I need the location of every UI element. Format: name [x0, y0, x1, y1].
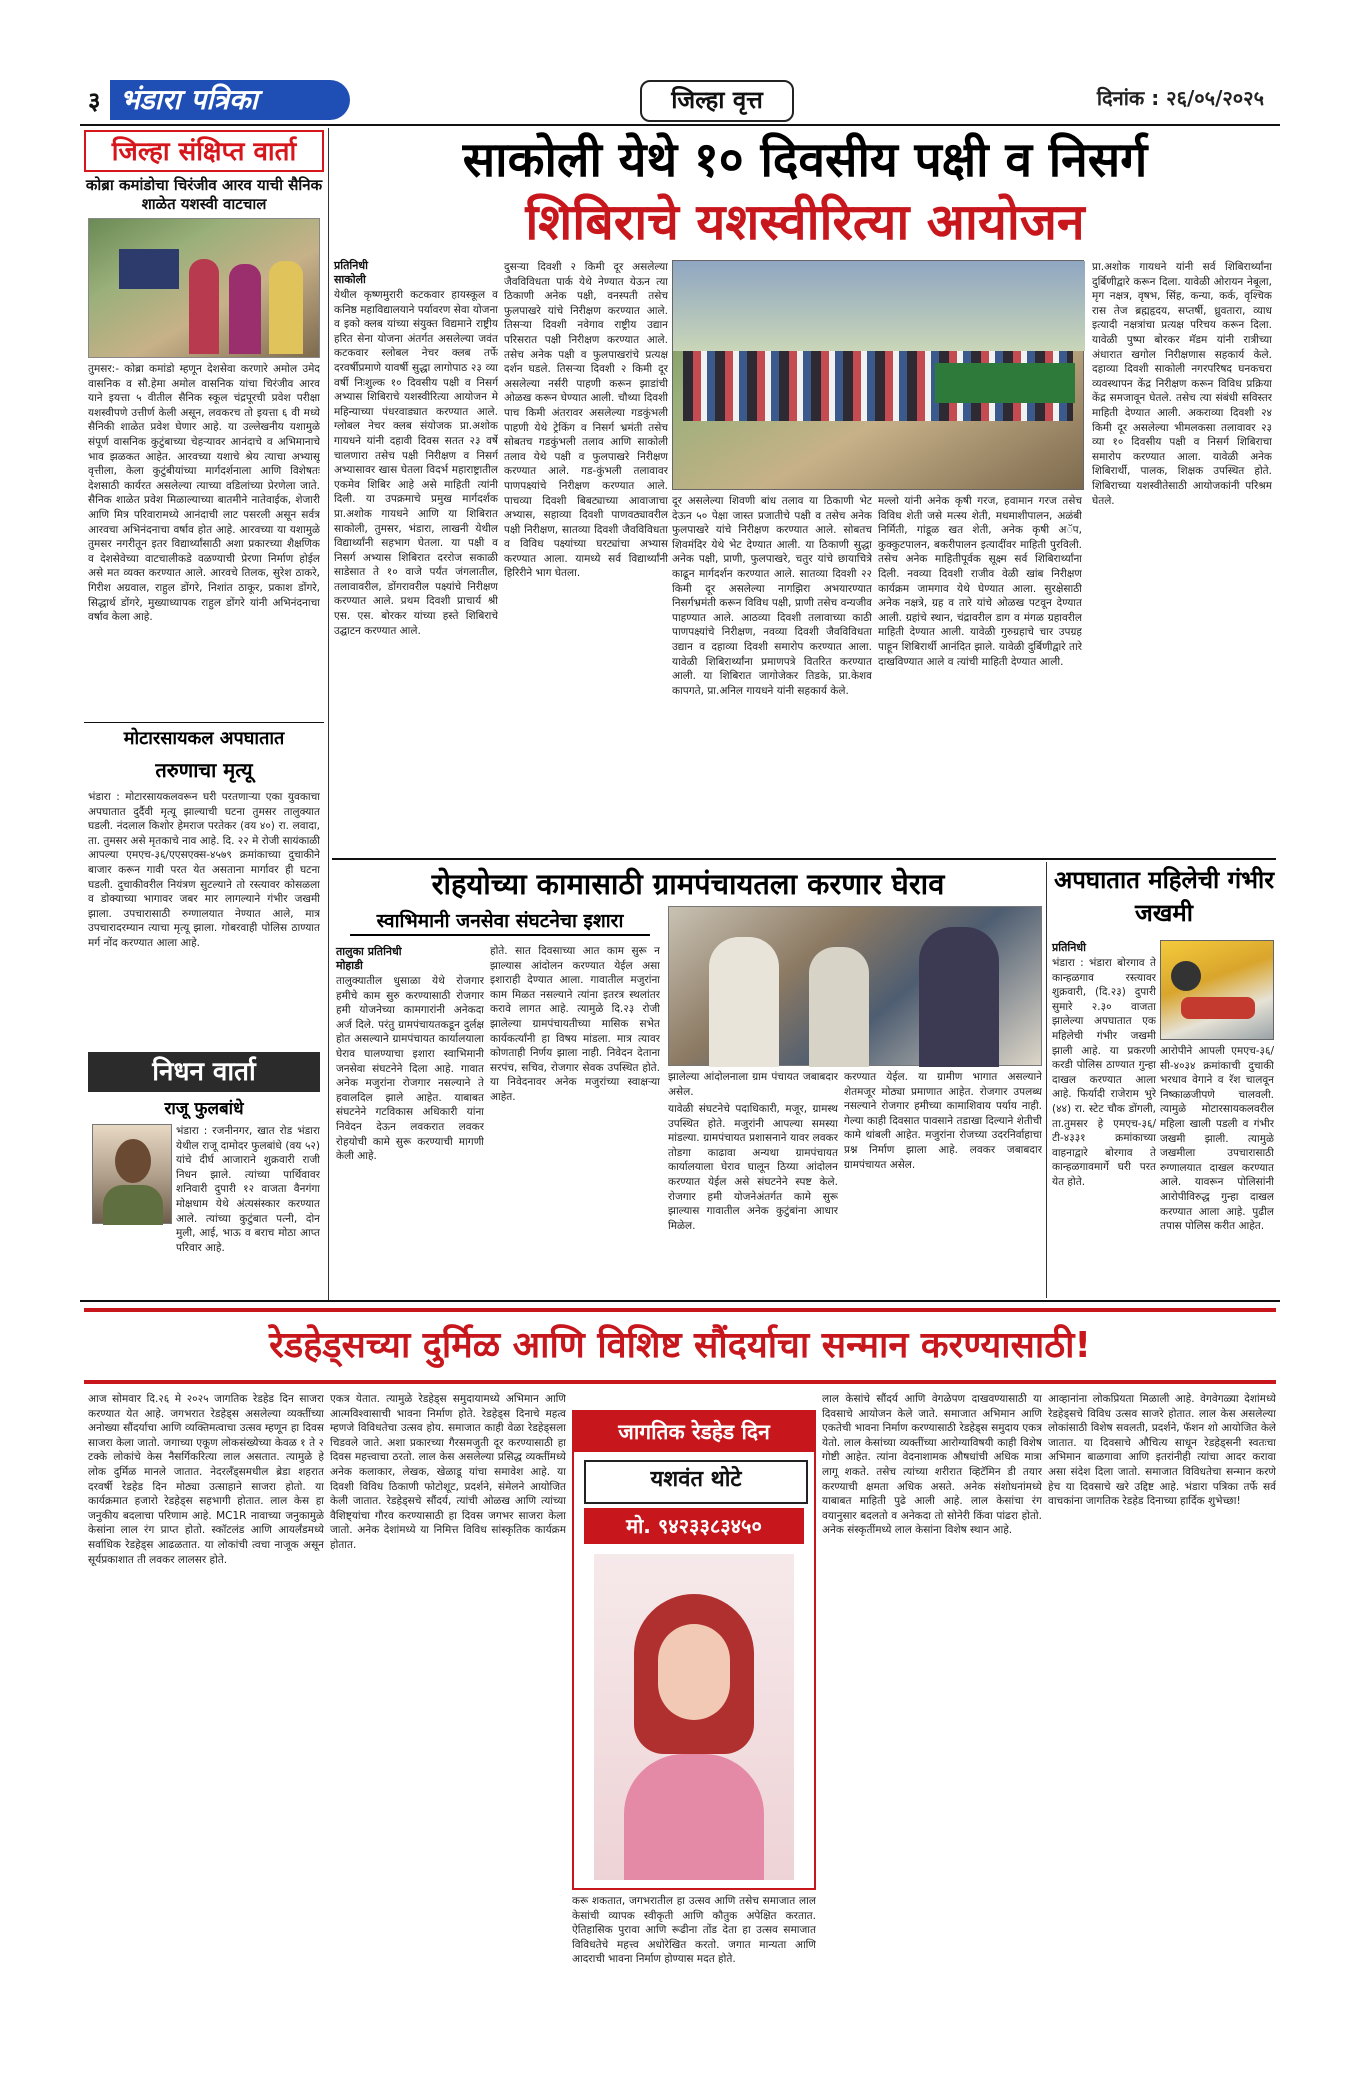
divider: [80, 1300, 1280, 1302]
photo-banner: [935, 363, 1075, 403]
sidebar-title: जिल्हा संक्षिप्त वार्ता: [84, 130, 324, 172]
accident-col1: भंडारा : भंडारा बोरगाव ते कान्हळगाव रस्त्यावर शुक्रवारी, (दि.२३) दुपारी सुमारे २.३० वाजता झालेल्या अपघातात एक महिलेची गंभीर जखमी झाली आहे. या प्रकरणी करडी पोलिस ठाण्यात गुन्हा दाखल करण्यात आला आहे. फिर्यादी राजेराम भुरे (४४) रा. स्टेट चौक डोंगली, ता.तुमसर हे एमएच-३६/टी-४३३१ क्रमांकाच्या वाहनाद्वारे बोरगाव ते कान्हळगावमार्गे घरी परत येत होते.: [1052, 957, 1156, 1188]
photo-shirt: [103, 1185, 163, 1225]
column-separator: [328, 128, 329, 1300]
obituary-title: निधन वार्ता: [88, 1052, 320, 1092]
ad-phone: मो. ९४२३३८३४५०: [584, 1508, 804, 1544]
photo-person: [189, 259, 219, 354]
photo-sky: [673, 261, 1085, 351]
rohyo-col4: करण्यात येईल. या ग्रामीण भागात असल्याने शेतमजूर मोठ्या प्रमाणात आहेत. रोजगार उपलब्ध नसल्याने रोजगार हमीच्या कामाशिवाय पर्याय नाही. गेल्या काही दिवसात पावसाने तडाखा दिल्याने शेतीची कामे थांबली आहेत. मजुरांना रोजच्या उदरनिर्वाहाचा प्रश्न निर्माण झाला आहे. लवकर जबाबदार ग्रामपंचायत असेल.: [844, 1071, 1042, 1171]
sidebar-story1-headline: कोब्रा कमांडोचा चिरंजीव आरव याची सैनिक शाळेत यशस्वी वाटचाल: [85, 176, 323, 213]
lead-col5: प्रा.अशोक गायधने यांनी सर्व शिबिरार्थ्यांना दुर्बिणीद्वारे करून दिला. यावेळी ओरायन नेबूला, मृग नक्षत्र, वृषभ, सिंह, कन्या, कर्क, वृश्चिक रास तेज ब्रह्महृदय, सप्तर्षी, ध्रुवतारा, व्याध इत्यादी नक्षत्रांचा प्रत्यक्ष परिचय करून दिला. यावेळी पुष्पा बोरकर मॅडम यांनी रात्रीच्या अंधारात खगोल निरीक्षणास सहकार्य केले. दहाव्या दिवशी साकोली नगरपरिषद घनकचरा व्यवस्थापन केंद्र निरीक्षण करून विविध प्रक्रिया केंद्र समजावून घेतले. तसेच त्या संबंधी सविस्तर माहिती देण्यात आली. अकराव्या दिवशी २४ किमी दूर असलेल्या भीमलकसा तलावावर २३ व्या १० दिवसीय पक्षी व निसर्ग शिबिराचा समारोप करण्यात आला. यावेळी अनेक शिबिरार्थी, पालक, शिक्षक उपस्थित होते. शिबिराच्या यशस्वीतेसाठी आयोजकांनी परिश्रम घेतले.: [1092, 261, 1272, 507]
rohyo-dateline: मोहाडी: [336, 959, 363, 972]
rohyo-subhead: स्वाभिमानी जनसेवा संघटनेचा इशारा: [350, 906, 650, 936]
redhead-col2: एकत्र येतात. त्यामुळे रेडहेड्स समुदायामध्ये अभिमान आणि आत्मविश्वासाची भावना निर्माण होते. रेडहेड्स दिनाचे महत्व म्हणजे विविधतेचा उत्सव होय. समाजात काही वेळा रेडहेड्सला चिडवले जाते. अशा प्रकारच्या गैरसमजुती दूर करण्यासाठी हा दिवस महत्त्वाचा ठरतो. लाल केस असलेल्या प्रसिद्ध व्यक्तींमध्ये अनेक कलाकार, लेखक, खेळाडू यांचा समावेश आहे. या दिवशी विविध ठिकाणी फोटोशूट, प्रदर्शने, संमेलने आयोजित केली जातात. रेडहेड्सचे सौंदर्य, त्यांची ओळख आणि त्यांच्या वैशिष्ट्यांचा गौरव करण्यासाठी हा दिवस जगभर साजरा केला जातो. अनेक देशांमध्ये या निमित्त विविध सांस्कृतिक कार्यक्रम होतात.: [330, 1393, 566, 1551]
accident-byline: प्रतिनिधी: [1052, 941, 1086, 954]
ad-title: जागतिक रेडहेड दिन: [574, 1412, 814, 1452]
column-separator: [1046, 862, 1047, 1298]
rohyo-col1: तालुक्यातील धुसाळा येथे रोजगार हमीचे काम सुरु करण्यासाठी रोजगार हमी योजनेच्या कामगारांनी अनेकदा अर्ज दिले. परंतु ग्रामपंचायतकडून दुर्लक्ष होत असल्याने ग्रामपंचायत कार्यालयाला घेराव घालण्याचा इशारा स्वाभिमानी जनसेवा संघटनेने दिला आहे. गावात अनेक मजुरांना रोजगार नसल्याने ते हवालदिल झाले आहेत. याबाबत संघटनेने गटविकास अधिकारी यांना निवेदन देऊन लवकरात लवकर रोहयोची कामे सुरू करण्याची मागणी केली आहे.: [336, 975, 484, 1163]
photo-person: [919, 927, 999, 1067]
ad-name: यशवंत थोटे: [584, 1460, 808, 1504]
obituary-name: राजू फुलबांधे: [164, 1099, 244, 1119]
rohyo-col2: होते. सात दिवसाच्या आत काम सुरू न झाल्यास आंदोलन करण्यात येईल असा इशाराही देण्यात आला. गावातील मजुरांना काम मिळत नसल्याने त्यांना इतरत्र स्थलांतर करावे लागत आहे. त्यामुळे दि.२३ रोजी झालेल्या ग्रामपंचायतीच्या मासिक सभेत कार्यकर्त्यांनी हा विषय मांडला. मात्र त्यावर कोणताही निर्णय झाला नाही. निवेदन देताना सरपंच, सचिव, रोजगार सेवक उपस्थित होते. या निवेदनावर अनेक मजुरांच्या स्वाक्षऱ्या आहेत.: [490, 945, 660, 1103]
lead-headline-1: साकोली येथे १० दिवसीय पक्षी व निसर्ग: [462, 132, 1148, 188]
rohyo-photo: [668, 906, 1042, 1066]
photo-screen: [119, 249, 179, 289]
header-rule: [80, 124, 1280, 126]
redhead-ad: [572, 1410, 816, 1890]
redhead-banner: [84, 1308, 1276, 1384]
redhead-col1: आज सोमवार दि.२६ मे २०२५ जागतिक रेडहेड दिन साजरा करण्यात येत आहे. जगभरात रेडहेड्स असलेल्या व्यक्तींच्या अनोख्या सौंदर्याचा आणि व्यक्तिमत्वाचा उत्सव म्हणून हा दिवस साजरा केला जातो. जगाच्या एकूण लोकसंख्येच्या केवळ १ ते २ टक्के लोकांचे केस नैसर्गिकरित्या लाल असतात. त्यामुळे हे लोक दुर्मिळ मानले जातात. नेदरलँड्समधील ब्रेडा शहरात दरवर्षी रेडहेड दिन मोठ्या उत्साहाने साजरा होतो. या कार्यक्रमात हजारो रेडहेड्स सहभागी होतात. लाल केस हा जनुकीय बदलाचा परिणाम आहे. MC1R नावाच्या जनुकामुळे केसांना लाल रंग प्राप्त होतो. स्कॉटलंड आणि आयर्लंडमध्ये सर्वाधिक रेडहेड्स आढळतात. या लोकांची त्वचा नाजूक असून सूर्यप्रकाशात ती लवकर लालसर होते.: [88, 1393, 324, 1566]
divider: [332, 858, 1276, 860]
photo-person: [269, 261, 303, 354]
lead-col1: येथील कृष्णमुरारी कटकवार हायस्कूल व कनिष्ठ महाविद्यालयाने पर्यावरण सेवा योजना व इको क्लब यांच्या संयुक्त विद्यमाने राष्ट्रीय हरित सेना योजना अंतर्गत असलेल्या जवंत कटकवार स्लोबल नेचर क्लब तर्फे दरवर्षीप्रमाणे यावर्षी सुद्धा लागोपाठ २३ व्या वर्षी निःशुल्क १० दिवसीय पक्षी व निसर्ग अभ्यास शिबिराचे यशस्वीरित्या आयोजन मे महिन्याच्या पंधरवाड्यात करण्यात आले. ग्लोबल नेचर क्लब संयोजक प्रा.अशोक गायधने यांनी दहावी दिवस सतत २३ वर्षे चालणारा तसेच पक्षी निरीक्षण व निसर्ग अभ्यासावर खास घेतला विदर्भ महाराष्ट्रातील एकमेव शिबिर आहे असे माहिती त्यांनी दिली. या उपक्रमाचे प्रमुख मार्गदर्शक प्रा.अशोक गायधने आणि या शिबिरात साकोली, तुमसर, भंडारा, लाखनी येथील विद्यार्थ्यांनी सहभाग घेतला. या पक्षी व निसर्ग अभ्यास शिबिरात दररोज सकाळी साडेसात ते १० वाजे पर्यंत जंगलातील, तलावावरील, डोंगरावरील पक्ष्यांचे निरीक्षण करण्यात आले. प्रथम दिवशी प्राचार्य श्री एस. एस. बोरकर यांच्या हस्ते शिबिराचे उद्घाटन करण्यात आले.: [334, 289, 498, 637]
obituary-body: भंडारा : रजनीनगर, खात रोड भंडारा येथील राजू दामोदर फुलबांधे (वय ५२) यांचे दीर्घ आजाराने शुक्रवारी राजी निधन झाले. त्यांच्या पार्थिवावर शनिवारी दुपारी १२ वाजता वैनगंगा मोक्षधाम येथे अंत्यसंस्कार करण्यात आले. त्यांच्या कुटुंबात पत्नी, दोन मुली, आई, भाऊ व बराच मोठा आप्त परिवार आहे.: [176, 1125, 320, 1254]
accident-col2: आरोपीने आपली एमएच-३६/सी-४०३४ क्रमांकाची दुचाकी भरधाव वेगाने व रॅश चालवून निष्काळजीपणे चालवली. त्यामुळे मोटारसायकलवरील महिला खाली पडली व गंभीर जखमी झाली. त्यामुळे जखमीला उपचारासाठी रुग्णालयात दाखल करण्यात आले. यावरून पोलिसांनी आरोपीविरुद्ध गुन्हा दाखल करण्यात आला आहे. पुढील तपास पोलिस करीत आहेत.: [1160, 1045, 1274, 1233]
redhead-col3: करू शकतात, जगभरातील हा उत्सव आणि तसेच समाजात लाल केसांची व्यापक स्वीकृती आणि कौतुक अपेक्षित करतात. ऐतिहासिक पुरावा आणि रूढीना तोंड देता हा उत्सव समाजात विविधतेचे महत्त्व अधोरेखित करतो. जगात मान्यता आणि आदराची भावना निर्माण होण्यास मदत होते.: [572, 1895, 816, 1966]
sidebar-story2-body: भंडारा : मोटारसायकलवरून घरी परतणाऱ्या एका युवकाचा अपघातात दुर्दैवी मृत्यू झाल्याची घटना तुमसर तालुक्यात घडली. नंदलाल किशोर हेमराज परतेकर (वय ४०) रा. लवादा, ता. तुमसर असे मृतकाचे नाव आहे. दि. २२ मे रोजी सायंकाळी आपल्या एमएच-३६/एएसएक्स-४५७९ क्रमांकाच्या दुचाकीने बाजार करून गावी परत येत असताना मार्गावर ही घटना घडली. दुचाकीवरील नियंत्रण सुटल्याने तो रस्त्यावर कोसळला व डोक्याच्या भागावर जबर मार लागल्याने गंभीर जखमी झाला. उपचारासाठी रुग्णालयात नेण्यात आले, मात्र उपचारादरम्यान त्याचा मृत्यू झाला. गोबरवाही पोलिस ठाण्यात मर्ग नोंद करण्यात आला आहे.: [88, 791, 320, 949]
divider: [84, 722, 324, 723]
lead-byline: प्रतिनिधी: [334, 259, 368, 272]
sidebar-story1-body: तुमसर:- कोब्रा कमांडो म्हणून देशसेवा करणारे अमोल उमेद वासनिक व सौ.हेमा अमोल वासनिक यांचा चिरंजीव आरव याने इयत्ता ५ वीतील सैनिक स्कूल चंद्रपूरची प्रवेश परीक्षा यशस्वीपणे उत्तीर्ण केली असून, लवकरच तो इयत्ता ६ वी मध्ये सैनिकी शाळेत प्रवेश घेणार आहे. या उल्लेखनीय यशामुळे संपूर्ण वासनिक कुटुंबाच्या चेहऱ्यावर आनंदाचे व अभिमानाचे भाव झळकत आहेत. आरवच्या यशाचे श्रेय त्याचा अभ्यासू वृत्तीला, केला कुटुंबीयांच्या मार्गदर्शनाला आणि विशेषतः देशसाठी कार्यरत असलेल्या त्याच्या वडिलांच्या प्रेरणेला जाते. सैनिक शाळेत प्रवेश मिळाल्याच्या बातमीने नातेवाईक, शेजारी आणि मित्र परिवारामध्ये आनंदाची लाट पसरली असून सर्वत्र आरवचा अभिनंदनाचा वर्षाव होत आहे. आरवच्या या यशामुळे तुमसर नगरीतून इतर विद्यार्थ्यांसाठी अशा प्रकारच्या शैक्षणिक व देशसेवेच्या वाटचालीकडे वळण्याची प्रेरणा निर्माण होईल असे मत व्यक्त करण्यात आले. आरवचे तिलक, सुरेश ठाकरे, गिरीश अग्रवाल, राहुल डोंगरे, निशांत ठाकूर, प्रकाश डोंगरे, सिद्धार्थ डोंगरे, मुख्याध्यापक राहुल डोंगरे यांनी अभिनंदनाचा वर्षाव केला आहे.: [88, 363, 320, 624]
sidebar-story1-photo: [88, 218, 320, 358]
sidebar-story2-headline: तरुणाचा मृत्यू: [155, 758, 253, 782]
portrait-face: [658, 1624, 730, 1720]
accident-headline: अपघातात महिलेची गंभीर जखमी: [1053, 866, 1275, 927]
rohyo-caption: झालेल्या आंदोलनाला ग्राम पंचायत जबाबदार असेल.: [668, 1071, 838, 1098]
issue-date: दिनांक : २६/०५/२०२५: [1096, 86, 1264, 110]
brand-masthead: भंडारा पत्रिका: [110, 80, 350, 120]
rohyo-col3: यावेळी संघटनेचे पदाधिकारी, मजूर, ग्रामस्थ उपस्थित होते. मजुरांनी आपल्या समस्या मांडल्या. ग्रामपंचायत प्रशासनाने यावर लवकर तोडगा काढावा अन्यथा ग्रामपंचायत कार्यालयाला घेराव घालून ठिय्या आंदोलन करण्यात येईल असे संघटनेने स्पष्ट केले. रोजगार हमी योजनेअंतर्गत कामे सुरू झाल्यास गावातील अनेक कुटुंबांना आधार मिळेल.: [668, 1103, 838, 1232]
accident-illustration: [1160, 940, 1274, 1040]
lead-photo: [672, 260, 1084, 490]
obituary-photo: [92, 1124, 172, 1224]
illustration-wheel: [1171, 961, 1201, 991]
portrait-body: [624, 1754, 764, 1880]
lead-dateline: साकोली: [334, 273, 366, 286]
page-number: ३: [88, 87, 101, 115]
redhead-col4: लाल केसांचे सौंदर्य आणि वेगळेपण दाखवण्यासाठी या दिवसाचे आयोजन केले जाते. समाजात अभिमान आणि एकतेची भावना निर्माण करण्यासाठी रेडहेड्स समुदाय एकत्र येतो. लाल केसांच्या व्यक्तींच्या आरोग्याविषयी काही विशेष गोष्टी आहेत. त्यांना वेदनाशामक औषधांची अधिक मात्रा लागू शकते. तसेच त्यांच्या शरीरात व्हिटॅमिन डी तयार करण्याची क्षमता अधिक असते. अनेक संशोधनांमध्ये याबाबत माहिती पुढे आली आहे. लाल केसांचा रंग वयानुसार बदलतो व अनेकदा तो सोनेरी किंवा पांढरा होतो. अनेक संस्कृतींमध्ये लाल केसांना विशेष स्थान आहे.: [822, 1393, 1042, 1537]
redhead-banner-text: रेडहेड्सच्या दुर्मिळ आणि विशिष्ट सौंदर्याचा सन्मान करण्यासाठी!: [269, 1325, 1091, 1366]
photo-person: [229, 264, 261, 354]
ad-portrait: [594, 1554, 794, 1880]
page-header: [80, 78, 1270, 124]
sidebar-story2-kicker: मोटारसायकल अपघातात: [123, 728, 285, 749]
lead-headline-2: शिबिराचे यशस्वीरित्या आयोजन: [525, 193, 1085, 251]
redhead-col5: आव्हानांना लोकप्रियता मिळाली आहे. वेगवेगळ्या देशांमध्ये रेडहेड्सचे विविध उत्सव साजरे होतात. लाल केस असलेल्या लोकांसाठी विशेष सवलती, प्रदर्शने, फॅशन शो आयोजित केले जातात. या दिवसाचे औचित्य साधून रेडहेड्सनी स्वतःचा अभिमान बाळगावा आणि इतरांनीही त्यांचा आदर करावा असा संदेश दिला जातो. समाजात विविधतेचा सन्मान करणे हेच या दिवसाचे खरे उद्दिष्ट आहे. भंडारा पत्रिका तर्फे सर्व वाचकांना जागतिक रेडहेड दिनाच्या हार्दिक शुभेच्छा!: [1048, 1393, 1276, 1508]
photo-face: [115, 1139, 151, 1183]
photo-person: [809, 947, 869, 1067]
lead-col4: मल्लो यांनी अनेक कृषी गरज, हवामान गरज तसेच विविध शेती जसे मत्स्य शेती, मधमाशीपालन, अळंबी निर्मिती, गांडूळ खत शेती, अनेक कृषी अॅप, कुक्कुटपालन, बकरीपालन इत्यादींवर माहिती पुरविली. तसेच अनेक माहितीपूर्वक सूक्ष्म सर्व शिबिरार्थ्यांना दिली. नवव्या दिवशी राजीव वेळी खांब निरीक्षण कार्यक्रम जामगाव येथे घेण्यात आला. सुरक्षेसाठी अनेक नक्षत्रे, ग्रह व तारे यांचे ओळख पटवून देण्यात आली. ग्रहांचे स्थान, चंद्रावरील डाग व मंगळ ग्रहावरील माहिती देण्यात आली. यावेळी गुरुग्रहाचे चार उपग्रह पाहून शिबिरार्थी आनंदित झाले. यावेळी दुर्बिणीद्वारे तारे दाखविण्यात आले व त्यांची माहिती देण्यात आली.: [878, 495, 1082, 668]
rohyo-byline: तालुका प्रतिनिधी: [336, 945, 402, 958]
rohyo-headline: रोहयोच्या कामासाठी ग्रामपंचायतला करणार घेराव: [431, 867, 945, 901]
lead-col3: दूर असलेल्या शिवणी बांध तलाव या ठिकाणी भेट देऊन ५० पेक्षा जास्त प्रजातीचे पक्षी व तसेच अनेक फुलपाखरे यांचे निरीक्षण करण्यात आले. सोबतच शिवमंदिर येथे भेट देण्यात आली. या ठिकाणी सुद्धा अनेक पक्षी, प्राणी, फुलपाखरे, चतुर यांचे छायाचित्रे काढून मार्गदर्शन करण्यात आले. सातव्या दिवशी २२ किमी दूर असलेल्या नागझिरा अभयारण्यात निसर्गभ्रमंती करून विविध पक्षी, प्राणी तसेच वन्यजीव पाहण्यात आले. आठव्या दिवशी तलावाच्या काठी पाणपक्ष्यांचे निरीक्षण, नवव्या दिवशी जैवविविधता उद्यान व दहाव्या दिवशी समारोप करण्यात आला. यावेळी शिबिरार्थ्यांना प्रमाणपत्रे वितरित करण्यात आली. या शिबिरात जागोजेकर तिडके, प्रा.केशव कापगते, प्रा.अनिल गायधने यांनी सहकार्य केले.: [672, 495, 872, 697]
section-label: जिल्हा वृत्त: [640, 80, 794, 122]
photo-person: [709, 937, 779, 1067]
lead-col2: दुसऱ्या दिवशी २ किमी दूर असलेल्या जैवविविधता पार्क येथे नेण्यात येऊन त्या ठिकाणी अनेक पक्षी, वनस्पती तसेच फुलपाखरे यांचे निरीक्षण करण्यात आले. तिसऱ्या दिवशी नवेगाव राष्ट्रीय उद्यान परिसरात पक्षी निरीक्षण करण्यात आले. तसेच अनेक पक्षी व फुलपाखरांचे प्रत्यक्ष दर्शन घडले. तिसऱ्या दिवशी २ किमी दूर असलेल्या नर्सरी पाहणी करून झाडांची ओळख करून घेण्यात आली. चौथ्या दिवशी पाच किमी अंतरावर असलेल्या गडकुंभली पाहणी येथे ट्रेकिंग व निसर्ग भ्रमंती तसेच सोबतच गडकुंभली तलाव आणि साकोली तलाव येथे पक्षी व फुलपाखरे निरीक्षण करण्यात आले. गड-कुंभली तलावावर पाणपक्ष्यांचे निरीक्षण करण्यात आले. पाचव्या दिवशी बिबट्याच्या आवाजाचा अभ्यास, सहाव्या दिवशी पाणवठ्यावरील पक्षी निरीक्षण, सातव्या दिवशी जैवविविधता व विविध पक्ष्यांच्या घरट्यांचा अभ्यास करण्यात आला. यामध्ये सर्व विद्यार्थ्यांनी हिरिरीने भाग घेतला.: [504, 261, 668, 580]
illustration-figure: [1181, 997, 1255, 1019]
